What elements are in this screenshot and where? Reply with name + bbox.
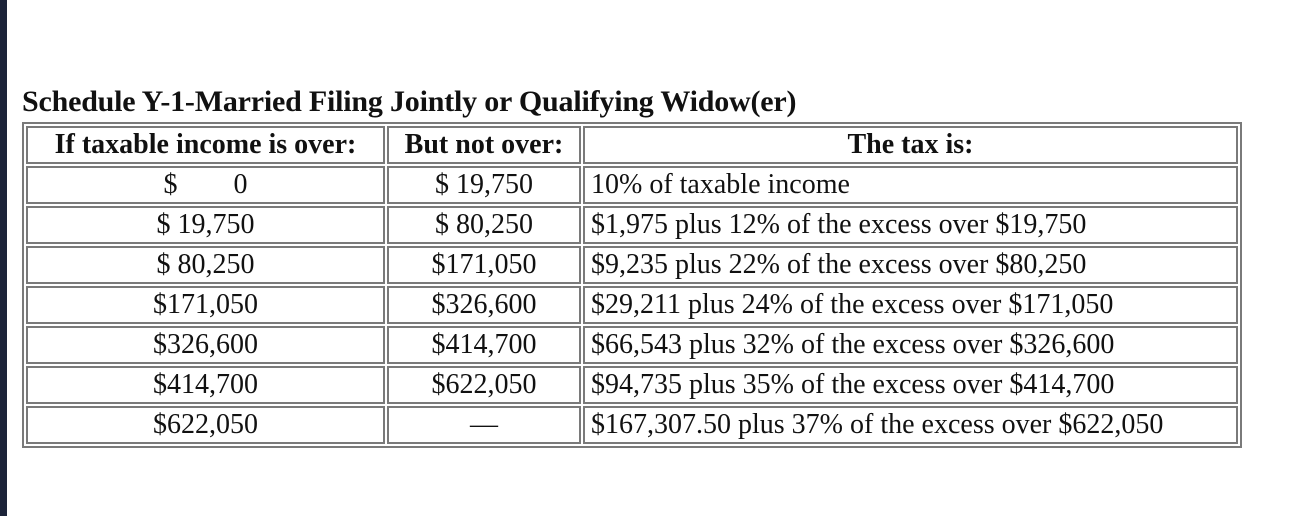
cell-but-not-over: — [387, 406, 581, 444]
cell-income-over: $622,050 [26, 406, 385, 444]
cell-but-not-over: $622,050 [387, 366, 581, 404]
header-tax-is: The tax is: [583, 126, 1238, 164]
cell-tax: $29,211 plus 24% of the excess over $171,050 [583, 286, 1238, 324]
window-edge-bar [0, 0, 7, 516]
table-row [26, 406, 1238, 444]
table-row [26, 366, 1238, 404]
table-row [26, 326, 1238, 364]
table-row [26, 286, 1238, 324]
table-header-row [26, 126, 1238, 164]
table-row [26, 206, 1238, 244]
header-income-over: If taxable income is over: [26, 126, 385, 164]
cell-income-over: $171,050 [26, 286, 385, 324]
cell-but-not-over: $414,700 [387, 326, 581, 364]
cell-tax: 10% of taxable income [583, 166, 1238, 204]
cell-tax: $167,307.50 plus 37% of the excess over $622,050 [583, 406, 1238, 444]
cell-tax: $9,235 plus 22% of the excess over $80,250 [583, 246, 1238, 284]
cell-income-over: $326,600 [26, 326, 385, 364]
cell-but-not-over: $ 80,250 [387, 206, 581, 244]
cell-tax: $1,975 plus 12% of the excess over $19,750 [583, 206, 1238, 244]
cell-income-over: $ 0 [26, 166, 385, 204]
cell-income-over: $ 19,750 [26, 206, 385, 244]
schedule-title: Schedule Y-1-Married Filing Jointly or Qualifying Widow(er) [22, 85, 797, 118]
tax-schedule-table [22, 122, 1242, 448]
cell-but-not-over: $171,050 [387, 246, 581, 284]
table-row [26, 166, 1238, 204]
cell-tax: $66,543 plus 32% of the excess over $326,600 [583, 326, 1238, 364]
cell-but-not-over: $ 19,750 [387, 166, 581, 204]
table-row [26, 246, 1238, 284]
cell-income-over: $ 80,250 [26, 246, 385, 284]
header-but-not-over: But not over: [387, 126, 581, 164]
cell-income-over: $414,700 [26, 366, 385, 404]
cell-but-not-over: $326,600 [387, 286, 581, 324]
cell-tax: $94,735 plus 35% of the excess over $414,700 [583, 366, 1238, 404]
